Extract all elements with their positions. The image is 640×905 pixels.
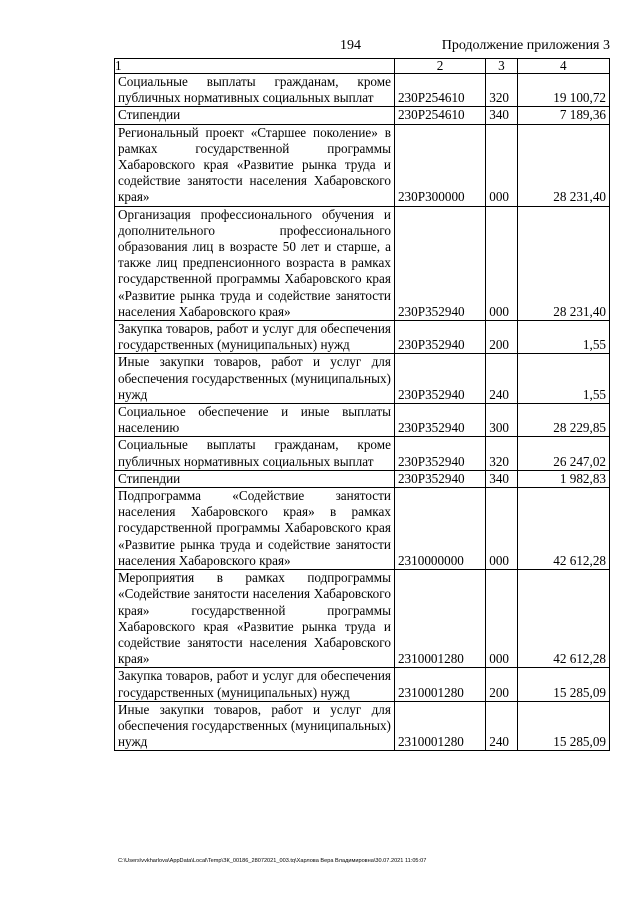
continuation-note: Продолжение приложения 3: [441, 38, 610, 53]
row-name: Закупка товаров, работ и услуг для обеспечения государственных (муниципальных) нужд: [115, 668, 395, 701]
row-sum: 1,55: [517, 354, 609, 404]
row-code: 230P254610: [394, 74, 485, 107]
row-sum: 19 100,72: [517, 74, 609, 107]
column-header: 1: [115, 59, 395, 74]
table-row: [115, 74, 610, 107]
page-number: 194: [340, 38, 361, 53]
row-name: Стипендии: [115, 470, 395, 487]
budget-table: [114, 58, 610, 751]
table-header-row: [115, 59, 610, 74]
row-sum: 28 229,85: [517, 404, 609, 437]
row-code: 2310001280: [394, 570, 485, 668]
row-type: 200: [486, 668, 517, 701]
table-row: [115, 107, 610, 124]
row-sum: 15 285,09: [517, 668, 609, 701]
row-name: Мероприятия в рамках подпрограммы «Содействие занятости населения Хабаровского края» государственной программы Хабаровского края «Развитие рынка труда и содействие занятости населения Хабаровского края»: [115, 570, 395, 668]
row-code: 230P352940: [394, 470, 485, 487]
row-code: 2310001280: [394, 668, 485, 701]
row-sum: 28 231,40: [517, 124, 609, 206]
row-code: 2310001280: [394, 701, 485, 751]
row-name: Иные закупки товаров, работ и услуг для обеспечения государственных (муниципальных) нужд: [115, 701, 395, 751]
row-type: 320: [486, 437, 517, 470]
row-name: Закупка товаров, работ и услуг для обеспечения государственных (муниципальных) нужд: [115, 321, 395, 354]
row-name: Организация профессионального обучения и дополнительного профессионального образования лиц в возрасте 50 лет и старше, а также лиц предпенсионного возраста в рамках государственной программы Хабаровского края «Развитие рынка труда и содействие занятости населения Хабаровского края»: [115, 206, 395, 320]
table-row: [115, 470, 610, 487]
row-name: Подпрограмма «Содействие занятости населения Хабаровского края» в рамках государственной программы Хабаровского края «Развитие рынка труда и содействие занятости населения Хабаровского края»: [115, 488, 395, 570]
column-header: 3: [486, 59, 517, 74]
row-type: 300: [486, 404, 517, 437]
row-code: 230P352940: [394, 321, 485, 354]
row-code: 230P254610: [394, 107, 485, 124]
row-sum: 42 612,28: [517, 570, 609, 668]
column-header: 4: [517, 59, 609, 74]
row-sum: 1 982,83: [517, 470, 609, 487]
row-name: Социальные выплаты гражданам, кроме публичных нормативных социальных выплат: [115, 437, 395, 470]
row-name: Стипендии: [115, 107, 395, 124]
row-type: 240: [486, 354, 517, 404]
row-type: 000: [486, 488, 517, 570]
table-row: [115, 668, 610, 701]
table-row: [115, 701, 610, 751]
row-type: 240: [486, 701, 517, 751]
file-path-footer: C:\Users\vvkharlova\AppData\Local\Temp\ЗК_00186_28072021_003.tq\Харлова Вера Владимировна\30.07.2021 11:05:07: [118, 858, 427, 864]
row-code: 230P352940: [394, 437, 485, 470]
row-code: 230P352940: [394, 354, 485, 404]
row-type: 340: [486, 107, 517, 124]
table-row: [115, 488, 610, 570]
table-row: [115, 321, 610, 354]
row-sum: 28 231,40: [517, 206, 609, 320]
row-code: 230P352940: [394, 404, 485, 437]
row-type: 320: [486, 74, 517, 107]
row-sum: 26 247,02: [517, 437, 609, 470]
row-name: Региональный проект «Старшее поколение» в рамках государственной программы Хабаровского края «Развитие рынка труда и содействие занятости населения Хабаровского края»: [115, 124, 395, 206]
row-type: 000: [486, 124, 517, 206]
row-type: 000: [486, 206, 517, 320]
row-sum: 42 612,28: [517, 488, 609, 570]
table-row: [115, 206, 610, 320]
column-header: 2: [394, 59, 485, 74]
row-sum: 1,55: [517, 321, 609, 354]
row-name: Социальное обеспечение и иные выплаты населению: [115, 404, 395, 437]
row-code: 2310000000: [394, 488, 485, 570]
row-name: Социальные выплаты гражданам, кроме публичных нормативных социальных выплат: [115, 74, 395, 107]
table-row: [115, 124, 610, 206]
row-type: 200: [486, 321, 517, 354]
row-code: 230P352940: [394, 206, 485, 320]
table-row: [115, 404, 610, 437]
table-row: [115, 570, 610, 668]
row-name: Иные закупки товаров, работ и услуг для обеспечения государственных (муниципальных) нужд: [115, 354, 395, 404]
row-type: 000: [486, 570, 517, 668]
row-sum: 15 285,09: [517, 701, 609, 751]
table-row: [115, 437, 610, 470]
page-header: [0, 38, 640, 58]
row-type: 340: [486, 470, 517, 487]
table-row: [115, 354, 610, 404]
row-code: 230P300000: [394, 124, 485, 206]
row-sum: 7 189,36: [517, 107, 609, 124]
